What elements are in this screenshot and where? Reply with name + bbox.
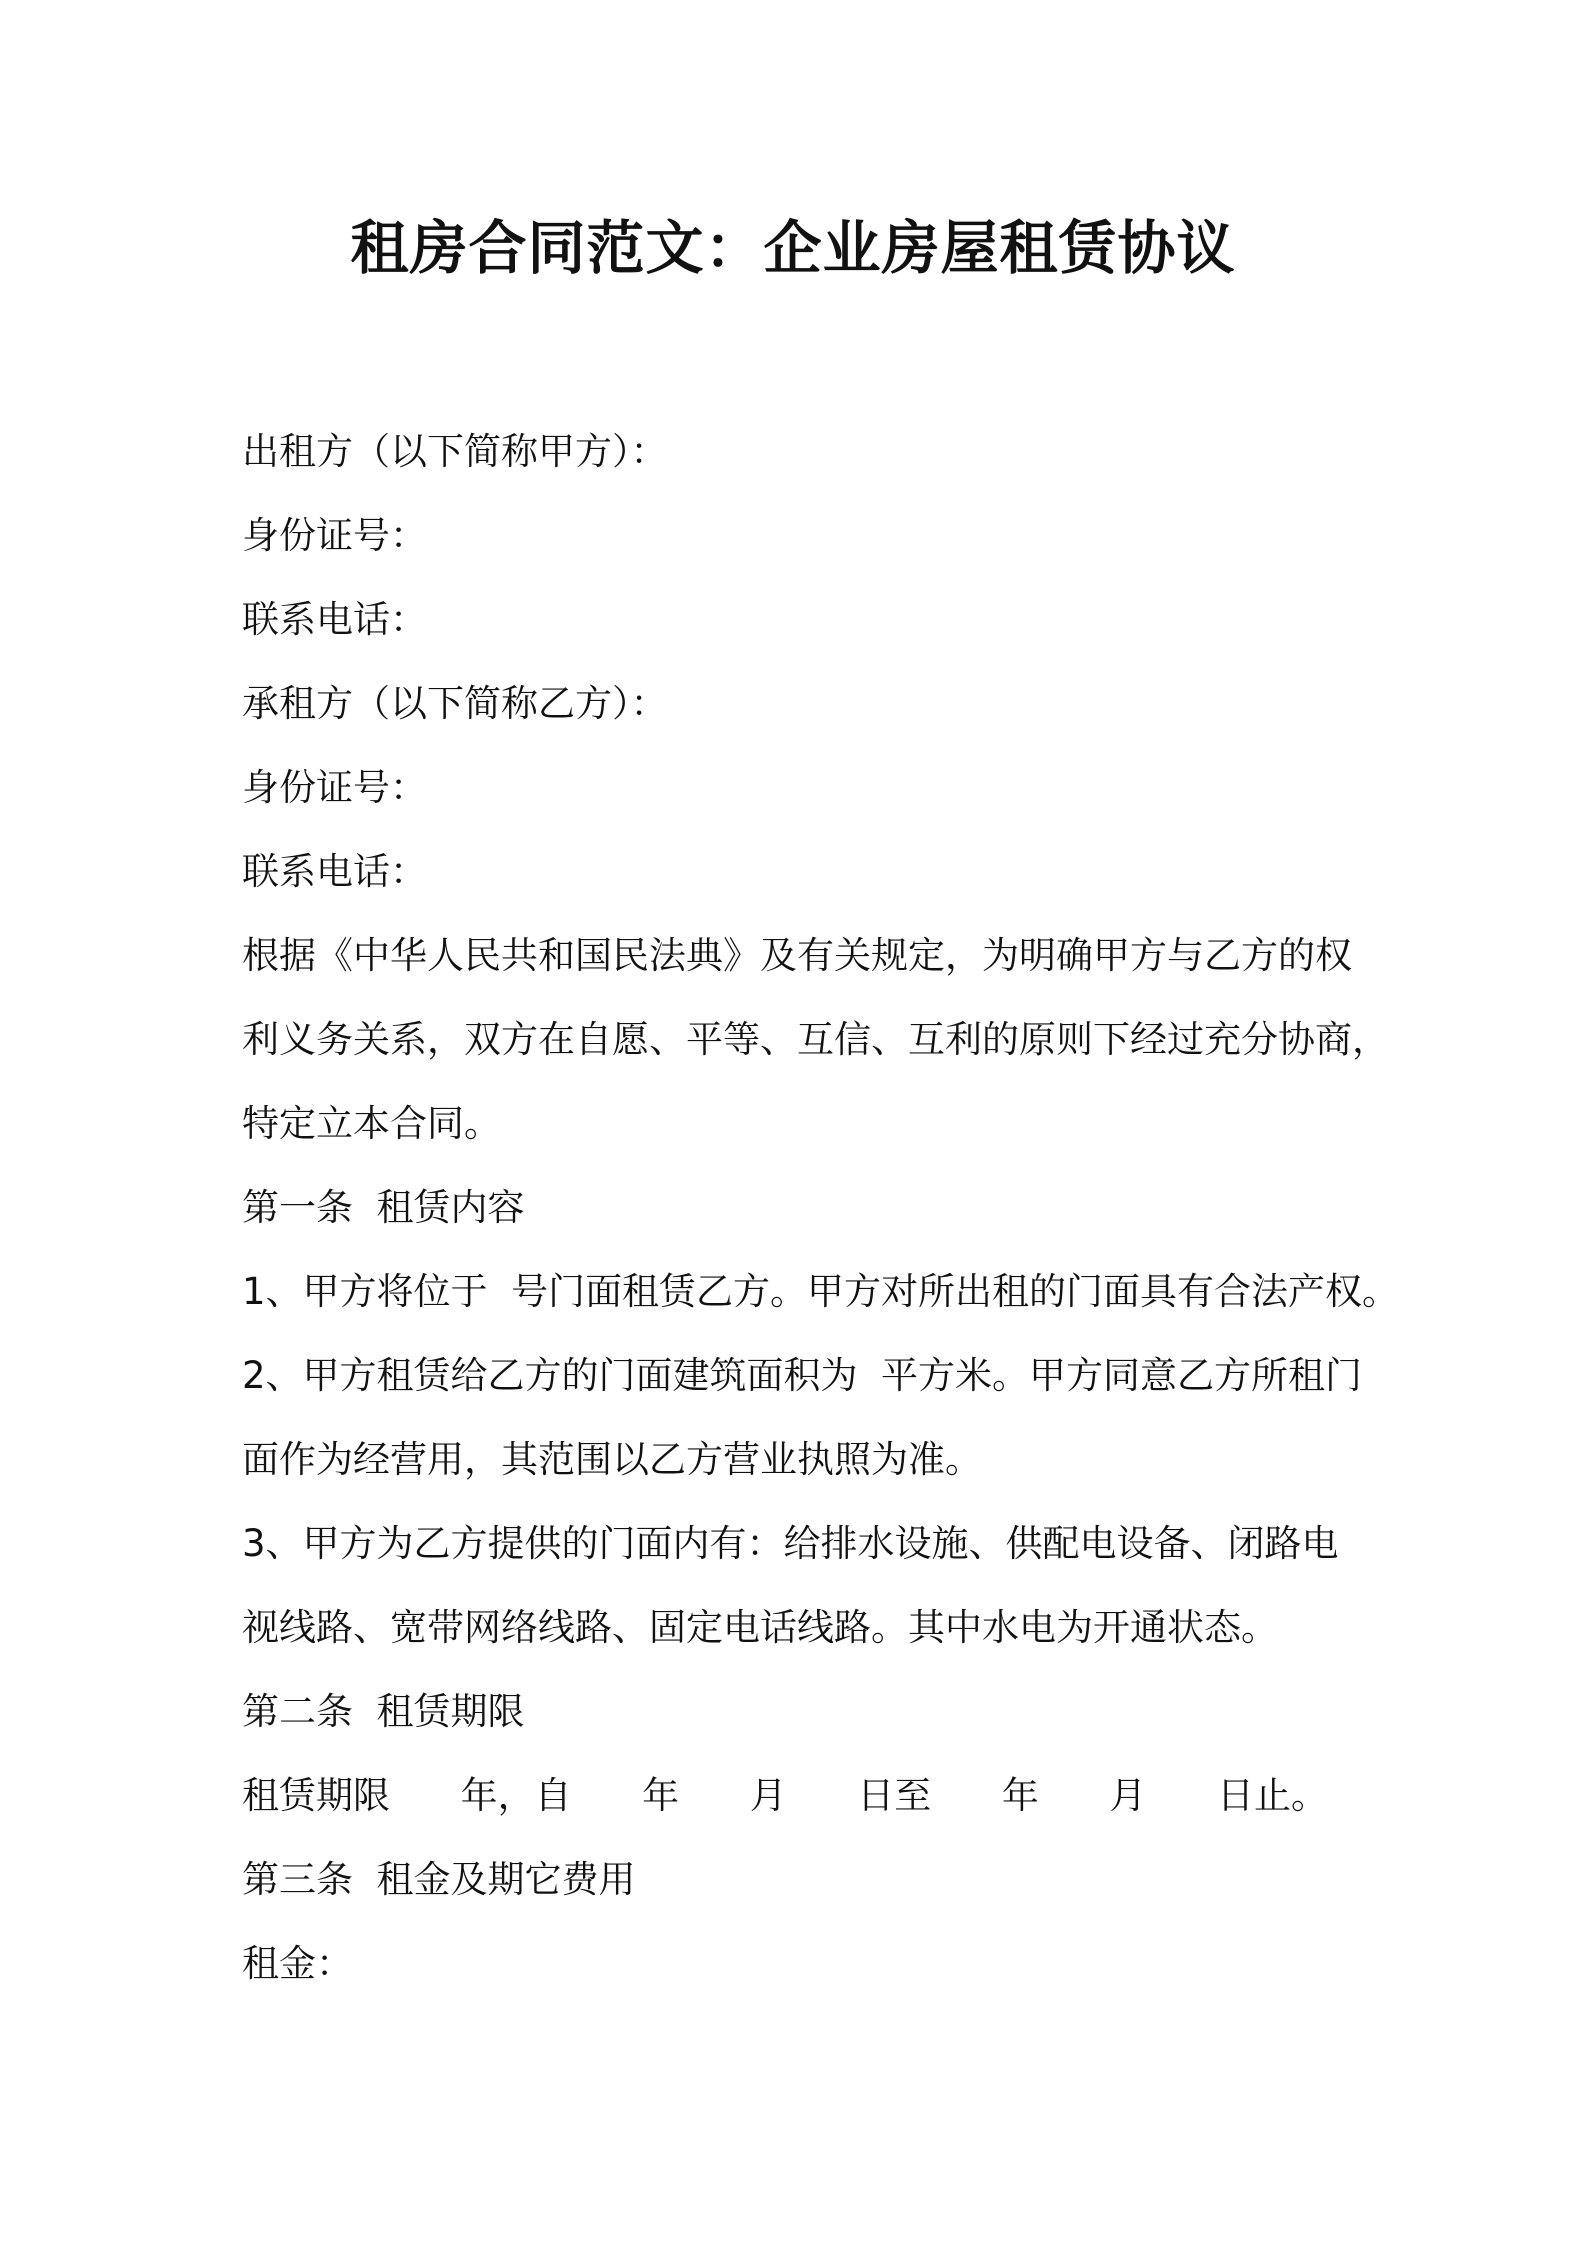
article-heading: 第二条 租赁期限 — [242, 1690, 525, 1733]
rent-line: 租金： — [242, 1942, 353, 1985]
lessor-id-line: 身份证号： — [242, 514, 427, 557]
lessee-id-line: 身份证号： — [242, 766, 427, 809]
preamble-line: 利义务关系，双方在自愿、平等、互信、互利的原则下经过充分协商， — [242, 1018, 1389, 1061]
clause-line: 视线路、宽带网络线路、固定电话线路。其中水电为开通状态。 — [242, 1606, 1278, 1649]
preamble-line: 根据《中华人民共和国民法典》及有关规定，为明确甲方与乙方的权 — [242, 934, 1352, 977]
clause-line: 3、甲方为乙方提供的门面内有：给排水设施、供配电设备、闭路电 — [242, 1522, 1339, 1565]
lessor-line: 出租方（以下简称甲方）： — [242, 430, 668, 473]
lessor-phone-line: 联系电话： — [242, 598, 427, 641]
clause-line: 面作为经营用，其范围以乙方营业执照为准。 — [242, 1438, 982, 1481]
document-title: 租房合同范文：企业房屋租赁协议 — [350, 214, 1236, 282]
lessee-line: 承租方（以下简称乙方）： — [242, 682, 668, 725]
article-heading: 第三条 租金及期它费用 — [242, 1858, 636, 1901]
document-body — [242, 410, 1400, 2006]
clause-line: 租赁期限 年，自 年 月 日至 年 月 日止。 — [242, 1774, 1328, 1817]
article-heading: 第一条 租赁内容 — [242, 1186, 525, 1229]
lessee-phone-line: 联系电话： — [242, 850, 427, 893]
clause-line: 1、甲方将位于 号门面租赁乙方。甲方对所出租的门面具有合法产权。 — [242, 1270, 1400, 1313]
preamble-line: 特定立本合同。 — [242, 1102, 501, 1145]
clause-line: 2、甲方租赁给乙方的门面建筑面积为 平方米。甲方同意乙方所租门 — [242, 1354, 1363, 1397]
